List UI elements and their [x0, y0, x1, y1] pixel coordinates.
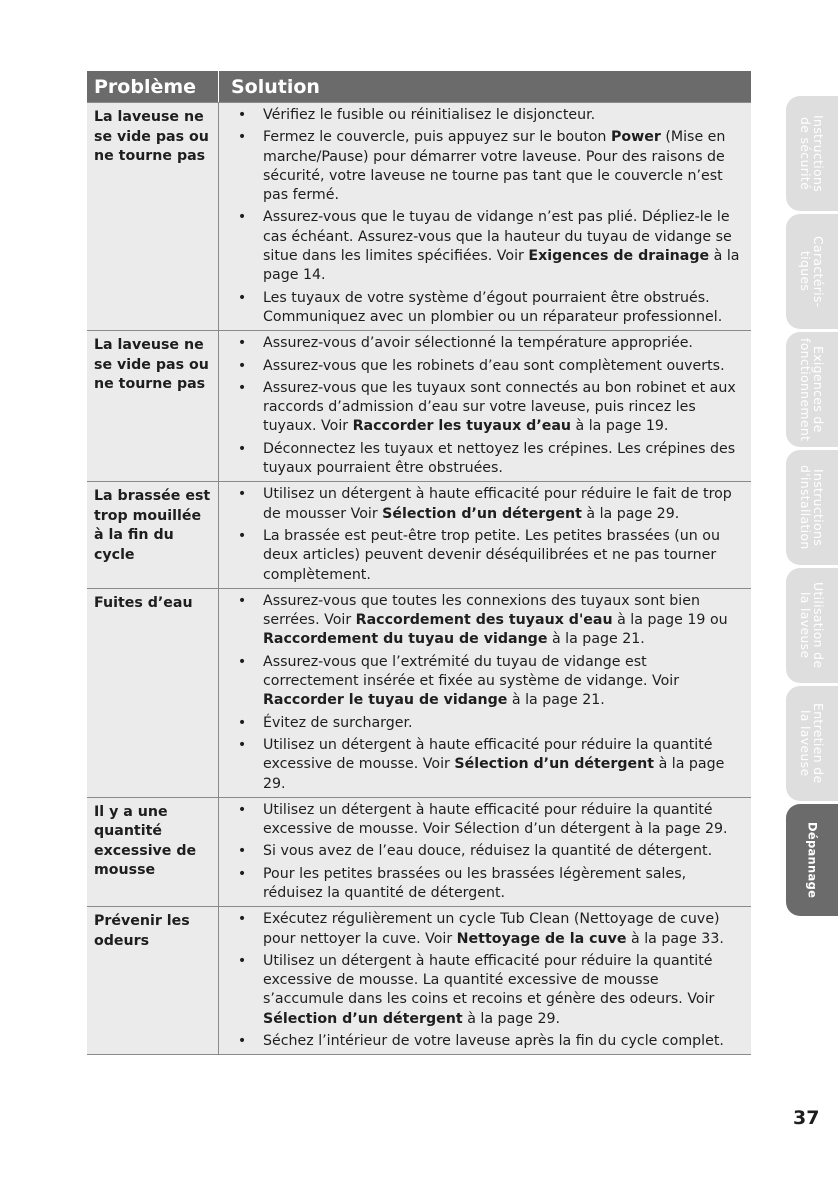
text-segment: Pour les petites brassées ou les brassées légèrement sales, réduisez la quantité de détergent.: [263, 865, 687, 901]
bullet-icon: •: [237, 653, 247, 670]
text-segment: Assurez-vous que les tuyaux sont connectés au bon robinet et aux raccords d’admission d’eau sur votre laveuse, puis rincez les tuyaux. Voir: [263, 379, 736, 435]
solution-item: [219, 653, 747, 711]
solution-text: [263, 208, 747, 285]
solution-cell: [219, 798, 751, 906]
solution-text: [263, 842, 747, 861]
column-header-problem: Problème: [87, 71, 219, 102]
solution-item: [219, 910, 747, 949]
text-segment: (Mise en marche/Pause) pour démarrer votre laveuse. Pour des raisons de sécurité, votre laveuse ne tourne pas tant que le couvercle n’est pas fermé.: [263, 129, 726, 204]
solution-item: [219, 440, 747, 479]
table-row: [87, 797, 751, 906]
text-segment: La brassée est peut-être trop petite. Les petites brassées (un ou deux articles) peuvent devenir déséquilibrées et ne pas tourner complètement.: [263, 527, 720, 583]
cross-reference: Raccorder les tuyaux d’eau: [352, 418, 572, 435]
solution-item: [219, 736, 747, 794]
side-tab[interactable]: [786, 804, 838, 916]
solution-text: [263, 865, 747, 904]
solution-item: [219, 592, 747, 650]
text-segment: à la page 21.: [547, 631, 645, 648]
text-segment: Évitez de surcharger.: [263, 714, 413, 731]
side-tab[interactable]: [786, 332, 838, 447]
solution-text: [263, 1032, 747, 1051]
bullet-icon: •: [237, 379, 247, 396]
side-tab-label: Instructions d'installation: [798, 465, 826, 550]
text-segment: Si vous avez de l’eau douce, réduisez la quantité de détergent.: [263, 843, 713, 860]
solution-text: [263, 379, 747, 437]
text-segment: Assurez-vous d’avoir sélectionné la température appropriée.: [263, 335, 693, 352]
side-tab[interactable]: [786, 686, 838, 801]
solution-text: [263, 334, 747, 353]
side-tab-label: Entretien de la laveuse: [798, 703, 826, 784]
bullet-icon: •: [237, 129, 247, 146]
solution-text: [263, 952, 747, 1029]
side-tab-label: Utilisation de la laveuse: [798, 582, 826, 669]
problem-cell: La brassée est trop mouillée à la fin du cycle: [87, 482, 219, 587]
text-segment: Exécutez régulièrement un cycle Tub Clean (Nettoyage de cuve) pour nettoyer la cuve. Voir: [263, 911, 720, 947]
side-tab[interactable]: [786, 568, 838, 683]
solution-item: [219, 289, 747, 328]
text-segment: Les tuyaux de votre système d’égout pourraient être obstrués. Communiquez avec un plombier ou un réparateur professionnel.: [263, 289, 723, 325]
cross-reference: Sélection d’un détergent: [454, 756, 655, 773]
solution-text: [263, 653, 747, 711]
solution-item: [219, 527, 747, 585]
table-row: [87, 330, 751, 481]
bullet-icon: •: [237, 527, 247, 544]
solution-item: [219, 1032, 747, 1051]
bullet-icon: •: [237, 801, 247, 818]
solution-item: [219, 379, 747, 437]
text-segment: Utilisez un détergent à haute efficacité pour réduire la quantité excessive de mousse. Voir Sélection d’un détergent à la page 29.: [263, 801, 728, 838]
cross-reference: Raccordement du tuyau de vidange: [263, 631, 548, 648]
column-header-solution: Solution: [231, 75, 320, 98]
bullet-icon: •: [237, 865, 247, 882]
text-segment: Assurez-vous que l’extrémité du tuyau de vidange est correctement insérée et fixée au système de vidange. Voir: [263, 653, 680, 690]
bullet-icon: •: [237, 357, 247, 374]
solution-text: [263, 910, 747, 949]
solution-item: [219, 865, 747, 904]
solution-item: [219, 485, 747, 524]
solution-text: [263, 289, 747, 328]
cross-reference: Exigences de drainage: [528, 248, 710, 265]
solution-text: [263, 801, 747, 840]
bullet-icon: •: [237, 911, 247, 928]
text-segment: Vérifiez le fusible ou réinitialisez le disjoncteur.: [263, 107, 596, 123]
text-segment: Assurez-vous que toutes les connexions des tuyaux sont bien serrées. Voir: [263, 592, 700, 629]
solution-item: [219, 357, 747, 376]
bullet-icon: •: [237, 843, 247, 860]
text-segment: à la page 19.: [571, 418, 669, 435]
solution-text: [263, 128, 747, 205]
side-tab[interactable]: [786, 96, 838, 211]
cross-reference: Sélection d’un détergent: [263, 1010, 463, 1027]
solution-item: [219, 334, 747, 353]
side-tab[interactable]: [786, 214, 838, 329]
cross-reference: Raccorder le tuyau de vidange: [263, 692, 508, 709]
table-row: [87, 588, 751, 797]
text-segment: Assurez-vous que les robinets d’eau sont complètement ouverts.: [263, 357, 725, 374]
side-tabs: [786, 96, 838, 919]
bullet-icon: •: [237, 952, 247, 969]
text-segment: à la page 29.: [263, 756, 725, 792]
cross-reference: Sélection d’un détergent: [382, 505, 582, 522]
solution-item: [219, 128, 747, 205]
bullet-icon: •: [237, 736, 247, 753]
solution-text: [263, 440, 747, 479]
bullet-icon: •: [237, 107, 247, 123]
bullet-icon: •: [237, 592, 247, 609]
side-tab-label: Caractéris- tiques: [798, 235, 826, 308]
bullet-icon: •: [237, 209, 247, 226]
text-segment: Fermez le couvercle, puis appuyez sur le bouton: [263, 129, 611, 146]
bullet-icon: •: [237, 1033, 247, 1050]
text-segment: Utilisez un détergent à haute efficacité pour réduire la quantité excessive de mousse. La quantité excessive de mousse s’accumule dans les coins et recoins et génère des odeurs. Voir: [263, 952, 715, 1008]
text-segment: à la page 29.: [462, 1010, 561, 1027]
solution-cell: [219, 907, 751, 1054]
table-row: [87, 481, 751, 587]
cross-reference: Power: [610, 129, 661, 146]
text-segment: Assurez-vous que le tuyau de vidange n’est pas plié. Dépliez-le le cas échéant. Assurez-vous que la hauteur du tuyau de vidange se situe dans les limites spécifiées. Voir: [263, 209, 732, 265]
table-body: [87, 102, 751, 1054]
solution-text: [263, 485, 747, 524]
bullet-icon: •: [237, 335, 247, 352]
text-segment: à la page 21.: [507, 692, 605, 709]
text-segment: Séchez l’intérieur de votre laveuse après la fin du cycle complet.: [263, 1033, 724, 1050]
solution-text: [263, 527, 747, 585]
bullet-icon: •: [237, 486, 247, 503]
bullet-icon: •: [237, 289, 247, 306]
text-segment: à la page 14.: [263, 248, 740, 284]
solution-item: [219, 714, 747, 733]
cross-reference: Nettoyage de la cuve: [456, 930, 627, 947]
solution-text: [263, 357, 747, 376]
text-segment: à la page 19 ou: [612, 612, 728, 629]
solution-cell: [219, 589, 751, 797]
bullet-icon: •: [237, 440, 247, 457]
table-row: [87, 102, 751, 330]
side-tab-label: Instructions de sécurité: [798, 114, 826, 192]
solution-cell: [219, 482, 751, 587]
problem-cell: Fuites d’eau: [87, 589, 219, 797]
solution-cell: [219, 331, 751, 481]
table-row: [87, 906, 751, 1054]
text-segment: Utilisez un détergent à haute efficacité pour réduire la quantité excessive de mousse. Voir: [263, 736, 713, 773]
solution-item: [219, 208, 747, 285]
solution-item: [219, 801, 747, 840]
problem-cell: Prévenir les odeurs: [87, 907, 219, 1054]
problem-cell: La laveuse ne se vide pas ou ne tourne pas: [87, 103, 219, 330]
problem-cell: La laveuse ne se vide pas ou ne tourne pas: [87, 331, 219, 481]
side-tab-label: Dépannage: [805, 821, 820, 899]
table-header: [87, 71, 751, 102]
solution-text: [263, 714, 747, 733]
side-tab-label: Exigences de fonctionnement: [798, 337, 826, 442]
solution-text: [263, 736, 747, 794]
bullet-icon: •: [237, 714, 247, 731]
text-segment: Utilisez un détergent à haute efficacité pour réduire le fait de trop de mousser Voir: [263, 486, 732, 522]
text-segment: à la page 29.: [581, 505, 680, 522]
solution-item: [219, 842, 747, 861]
solution-item: [219, 106, 747, 125]
solution-cell: [219, 103, 751, 330]
page-number: 37: [793, 1107, 820, 1129]
problem-cell: Il y a une quantité excessive de mousse: [87, 798, 219, 906]
side-tab[interactable]: [786, 450, 838, 565]
solution-text: [263, 106, 747, 125]
solution-text: [263, 592, 747, 650]
cross-reference: Raccordement des tuyaux d'eau: [355, 612, 613, 629]
text-segment: à la page 33.: [626, 930, 724, 947]
text-segment: Déconnectez les tuyaux et nettoyez les crépines. Les crépines des tuyaux pourraient être obstruées.: [263, 440, 736, 477]
troubleshooting-table: [87, 71, 751, 1055]
solution-item: [219, 952, 747, 1029]
